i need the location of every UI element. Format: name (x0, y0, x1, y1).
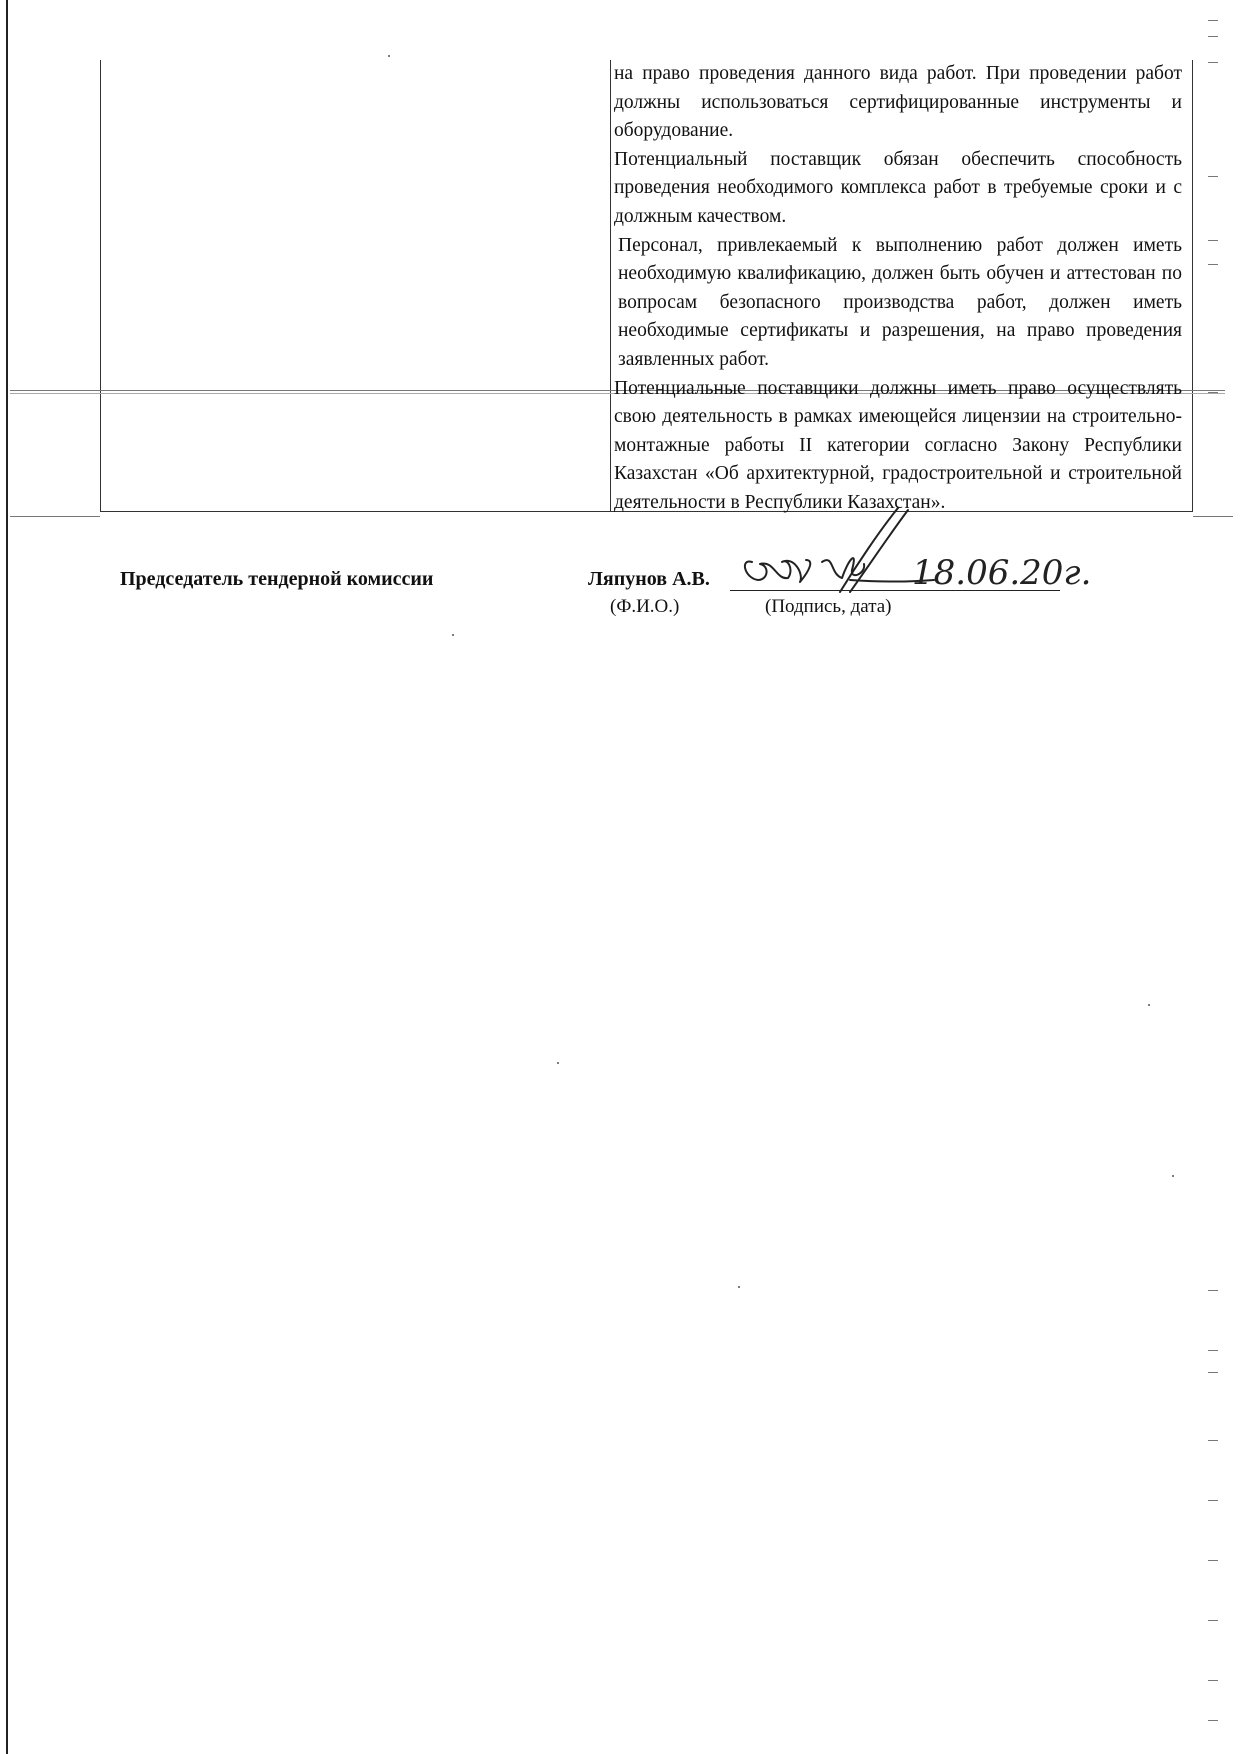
scan-speck (452, 634, 454, 636)
requirement-paragraph: Персонал, привлекаемый к выполнению работ должен иметь необходимую квалификацию, должен быть обучен и аттестован по вопросам безопасного производства работ, должен иметь необходимые сертификаты и разрешения, на право проведения заявленных работ. (618, 234, 1182, 370)
signature-caption: (Подпись, дата) (765, 596, 892, 617)
requirement-paragraph: на право проведения данного вида работ. При проведении работ должны использоваться сертифицированные инструменты и оборудование. (614, 63, 1182, 142)
scan-speck (738, 1286, 740, 1288)
handwritten-date: 18.06.20г. (912, 553, 1092, 593)
scan-edge-left (6, 0, 8, 1754)
scan-edge-right-ticks (1208, 0, 1222, 1754)
scan-speck (557, 1062, 559, 1064)
scan-artifact-line (1193, 516, 1233, 517)
table-column-divider (610, 60, 611, 512)
signatory-name: Ляпунов А.В. (588, 568, 710, 590)
requirements-cell-text (614, 60, 1182, 518)
scan-speck (388, 55, 390, 57)
table-border-right (1192, 60, 1193, 512)
requirement-paragraph: Потенциальный поставщик обязан обеспечить способность проведения необходимого комплекса работ в требуемые сроки и с должным качеством. (614, 148, 1182, 227)
table-border-left (100, 60, 101, 512)
handwritten-signature (730, 500, 1092, 610)
scan-speck (1172, 1175, 1174, 1177)
commission-chair-title: Председатель тендерной комиссии (120, 568, 434, 590)
signature-stroke (745, 560, 810, 582)
signature-stroke (840, 508, 898, 592)
requirement-paragraph: Потенциальные поставщики должны иметь право осуществлять свою деятельность в рамках имеющейся лицензии на строительно-монтажные работы II категории согласно Закону Республики Казахстан «Об архитектурной, градостроительной и строительной деятельности в Республики Казахстан». (614, 377, 1182, 513)
name-caption: (Ф.И.О.) (610, 596, 680, 617)
scan-artifact-line (10, 516, 100, 517)
scan-speck (1148, 1004, 1150, 1006)
signature-stroke (822, 558, 864, 578)
